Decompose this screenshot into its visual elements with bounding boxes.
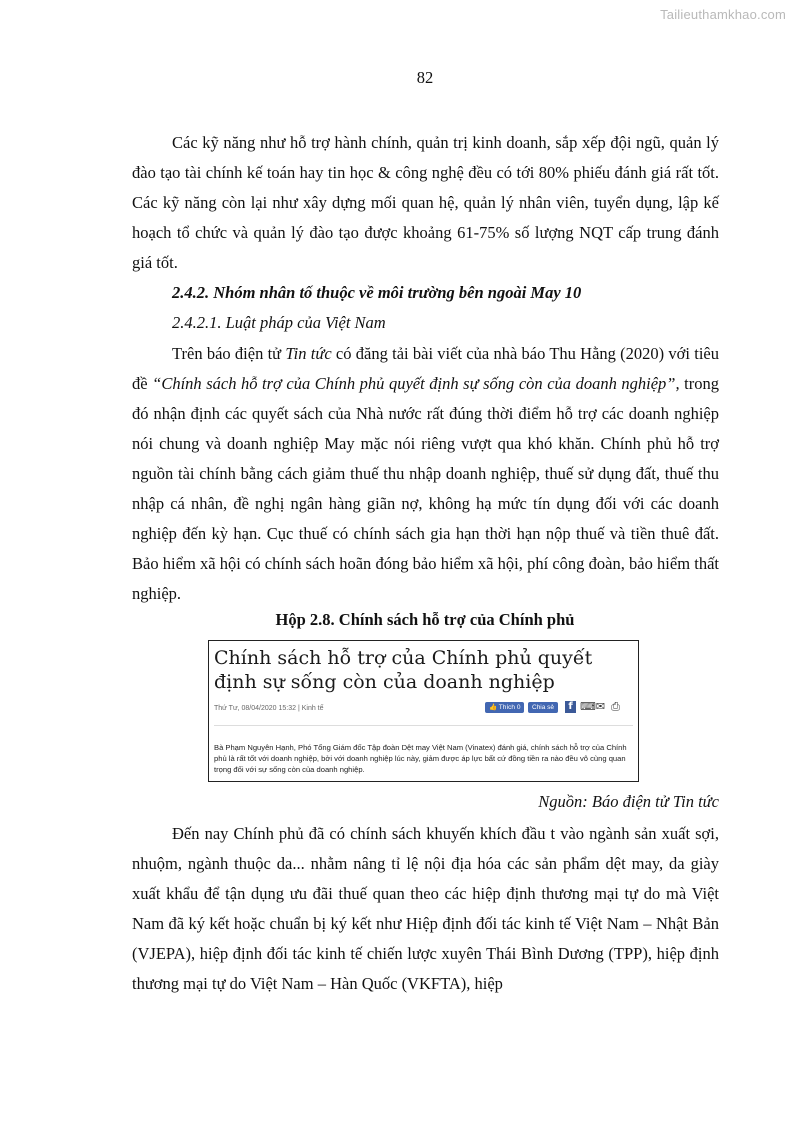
facebook-like-button[interactable]: 👍 Thích 0 bbox=[485, 702, 524, 713]
news-screenshot-box bbox=[208, 640, 639, 782]
section-heading: 2.4.2. Nhóm nhân tố thuộc về môi trường bên ngoài May 10 bbox=[172, 283, 582, 302]
article-title-quote: “Chính sách hỗ trợ của Chính phủ quyết định sự sống còn của doanh nghiệp”, bbox=[152, 374, 680, 393]
news-headline: Chính sách hỗ trợ của Chính phủ quyết định sự sống còn của doanh nghiệp bbox=[214, 647, 593, 693]
facebook-icon[interactable]: f bbox=[565, 701, 576, 713]
share-icons bbox=[565, 701, 621, 713]
watermark: Tailieuthamkhao.com bbox=[660, 7, 786, 22]
text-run: có đăng tải bài viết của nhà báo Thu Hằng (2020) với tiêu đề bbox=[132, 344, 719, 393]
box-caption: Hộp 2.8. Chính sách hỗ trợ của Chính phủ bbox=[275, 610, 575, 629]
news-lead: Bà Phạm Nguyên Hạnh, Phó Tổng Giám đốc Tập đoàn Dệt may Việt Nam (Vinatex) đánh giá, chính sách hỗ trợ của Chính phủ là rất tốt với doanh nghiệp, bởi với doanh nghiệp lúc này, giảm được áp lực bất cứ đồng tiền ra nào đều vô cùng quan trọng đối với sự sống còn của doanh nghiệp. bbox=[214, 743, 627, 774]
paragraph-law-text bbox=[132, 339, 719, 609]
divider bbox=[214, 725, 633, 726]
paragraph-skills-text: Các kỹ năng như hỗ trợ hành chính, quản trị kinh doanh, sắp xếp đội ngũ, quản lý đào tạo tài chính kế toán hay tin học & công nghệ đều có tới 80% phiếu đánh giá rất tốt. Các kỹ năng còn lại như xây dựng mối quan hệ, quản lý nhân viên, tuyển dụng, lập kế hoạch tổ chức và quản lý đào tạo được khoảng 61-75% số lượng NQT cấp trung đánh giá tốt. bbox=[132, 133, 719, 272]
facebook-share-button[interactable]: Chia sẻ bbox=[528, 702, 558, 713]
paragraph-trade bbox=[132, 819, 719, 999]
paragraph-law bbox=[132, 339, 719, 609]
page-number: 82 bbox=[416, 68, 434, 87]
text-run: trong đó nhận định các quyết sách của Nhà nước rất đúng thời điểm hỗ trợ các doanh nghiệp nói chung và doanh nghiệp May mặc nói riêng vượt qua khó khăn. Chính phủ hỗ trợ nguồn tài chính bằng cách giảm thuế thu nhập doanh nghiệp, thuế sử dụng đất, thuế thu nhập cá nhân, đề nghị ngân hàng giãn nợ, không hạ mức tín dụng đối với các doanh nghiệp đến kỳ hạn. Cục thuế có chính sách gia hạn thời hạn nộp thuế và tiền thuê đất. Bảo hiểm xã hội có chính sách hoãn đóng bảo hiểm xã hội, phí công đoàn, bảo hiểm thất nghiệp. bbox=[132, 374, 720, 603]
paragraph-skills bbox=[132, 128, 719, 278]
print-icon[interactable]: ⎙ bbox=[611, 700, 620, 713]
subsection-heading: 2.4.2.1. Luật pháp của Việt Nam bbox=[172, 313, 386, 332]
zalo-icon[interactable]: ⌨ bbox=[580, 700, 596, 713]
paragraph-trade-text: Đến nay Chính phủ đã có chính sách khuyến khích đầu t vào ngành sản xuất sợi, nhuộm, ngành thuộc da... nhằm nâng tỉ lệ nội địa hóa các sản phẩm dệt may, da giày xuất khẩu để tận dụng ưu đãi thuế quan theo các hiệp định thương mại tự do mà Việt Nam đã ký kết hoặc chuẩn bị ký kết như Hiệp định đối tác kinh tế Việt Nam – Nhật Bản (VJEPA), hiệp định đối tác kinh tế chiến lược xuyên Thái Bình Dương (TPP), hiệp định thương mại tự do Việt Nam – Hàn Quốc (VKFTA), hiệp bbox=[132, 824, 719, 993]
email-icon[interactable]: ✉ bbox=[595, 700, 606, 713]
newspaper-name: Tin tức bbox=[285, 344, 332, 363]
text-run: Trên báo điện tử bbox=[172, 344, 286, 363]
source-note: Nguồn: Báo điện tử Tin tức bbox=[538, 792, 719, 811]
news-meta: Thứ Tư, 08/04/2020 15:32 | Kinh tế bbox=[214, 705, 324, 712]
